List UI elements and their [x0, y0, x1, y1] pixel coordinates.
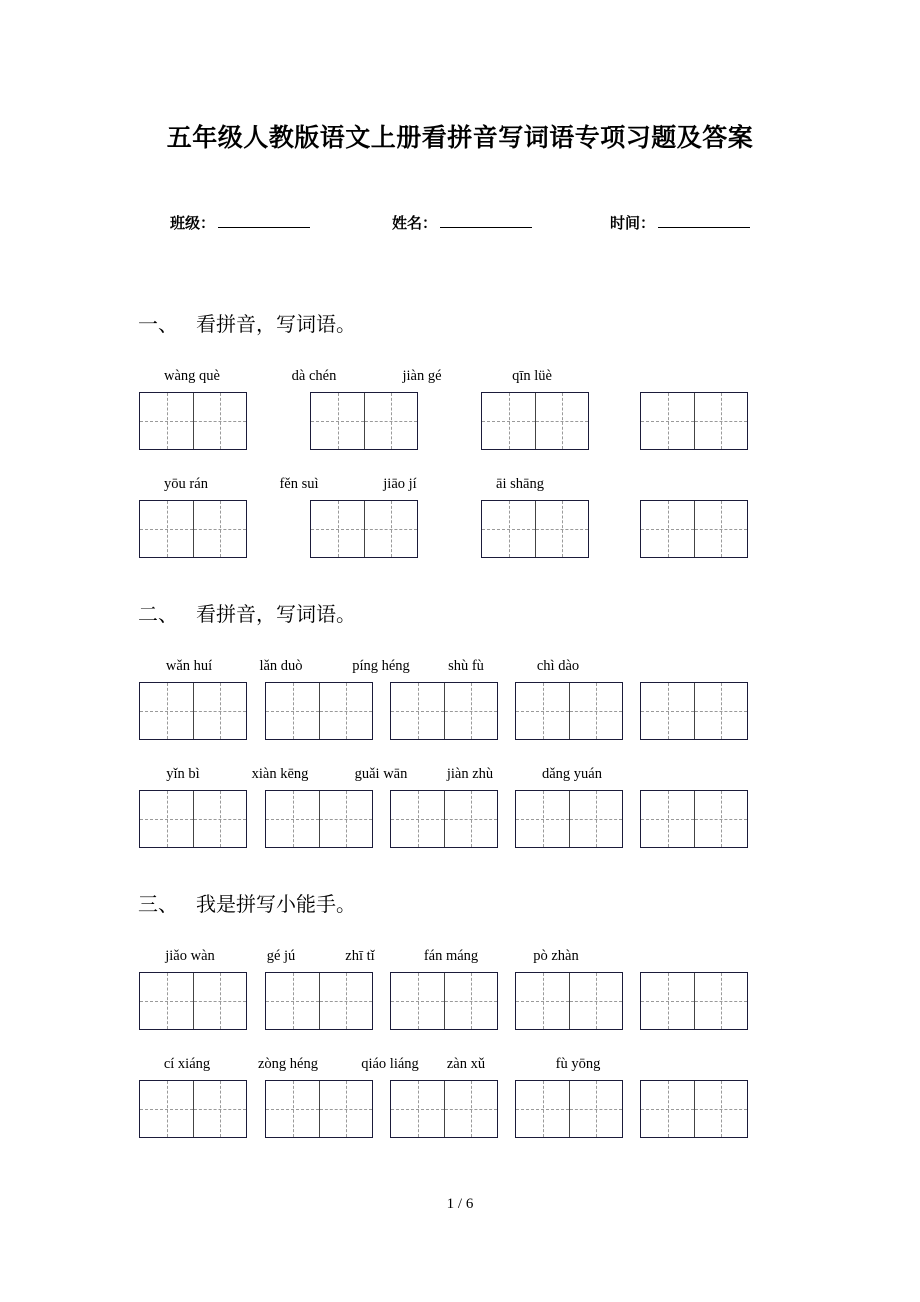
- section-number: 一、: [138, 314, 178, 336]
- section-number: 三、: [138, 894, 178, 916]
- section-title: 看拼音，写词语。: [196, 314, 356, 336]
- tianzige-grid[interactable]: [515, 1080, 623, 1138]
- pinyin-label: āi shāng: [496, 476, 544, 492]
- tianzige-cell[interactable]: [444, 973, 497, 1029]
- pinyin-row: [0, 1056, 920, 1076]
- date-field: [610, 212, 750, 233]
- tianzige-grid[interactable]: [265, 1080, 373, 1138]
- pinyin-label: píng héng: [352, 658, 410, 674]
- class-blank-line[interactable]: [218, 212, 310, 228]
- pinyin-label: dà chén: [291, 368, 337, 384]
- class-field: [170, 212, 310, 233]
- tianzige-cell[interactable]: [482, 393, 535, 449]
- tianzige-cell[interactable]: [140, 1081, 193, 1137]
- tianzige-cell[interactable]: [516, 1081, 569, 1137]
- tianzige-cell[interactable]: [319, 973, 372, 1029]
- pinyin-row: [0, 658, 920, 678]
- tianzige-cell[interactable]: [140, 393, 193, 449]
- class-label: 班级：: [170, 215, 216, 232]
- pinyin-label: jiàn zhù: [446, 766, 494, 782]
- tianzige-cell[interactable]: [516, 973, 569, 1029]
- tianzige-grid[interactable]: [481, 392, 589, 450]
- pinyin-label: cí xiáng: [163, 1056, 211, 1072]
- pinyin-label: yǐn bì: [166, 766, 200, 782]
- pinyin-label: wǎn huí: [165, 658, 213, 674]
- tianzige-cell[interactable]: [319, 683, 372, 739]
- tianzige-grid[interactable]: [515, 682, 623, 740]
- exercise-section-1: [0, 308, 920, 568]
- tianzige-cell[interactable]: [193, 683, 246, 739]
- pinyin-label: xiàn kēng: [251, 766, 309, 782]
- tianzige-grid[interactable]: [265, 790, 373, 848]
- tianzige-cell[interactable]: [641, 791, 694, 847]
- tianzige-grid[interactable]: [265, 682, 373, 740]
- page-number: 1 / 6: [446, 1196, 474, 1212]
- tianzige-cell[interactable]: [641, 393, 694, 449]
- tianzige-grid[interactable]: [139, 1080, 247, 1138]
- tianzige-grid[interactable]: [139, 790, 247, 848]
- section-title: 我是拼写小能手。: [196, 894, 356, 916]
- tianzige-grid[interactable]: [481, 500, 589, 558]
- section-heading-3: [138, 888, 356, 917]
- tianzige-cell[interactable]: [444, 791, 497, 847]
- section-heading-2: [138, 598, 356, 627]
- tianzige-cell[interactable]: [193, 791, 246, 847]
- tianzige-cell[interactable]: [694, 973, 747, 1029]
- tianzige-grid[interactable]: [390, 1080, 498, 1138]
- pinyin-label: zhī tǐ: [345, 948, 375, 964]
- pinyin-label: qiáo liáng: [361, 1056, 419, 1072]
- tianzige-cell[interactable]: [641, 683, 694, 739]
- name-blank-line[interactable]: [440, 212, 532, 228]
- pinyin-label: guǎi wān: [354, 766, 408, 782]
- tianzige-grid[interactable]: [139, 682, 247, 740]
- student-meta-row: [170, 212, 770, 233]
- tianzige-grid[interactable]: [515, 790, 623, 848]
- tianzige-cell[interactable]: [364, 501, 417, 557]
- tianzige-grid[interactable]: [390, 790, 498, 848]
- tianzige-cell[interactable]: [391, 1081, 444, 1137]
- tianzige-cell[interactable]: [391, 973, 444, 1029]
- pinyin-row: [0, 948, 920, 968]
- tianzige-grid[interactable]: [390, 682, 498, 740]
- tianzige-cell[interactable]: [569, 973, 622, 1029]
- grid-row: [0, 500, 920, 560]
- tianzige-cell[interactable]: [516, 791, 569, 847]
- pinyin-label: jiàn gé: [402, 368, 442, 384]
- tianzige-grid[interactable]: [310, 500, 418, 558]
- tianzige-grid[interactable]: [515, 972, 623, 1030]
- pinyin-label: gé jú: [266, 948, 296, 964]
- tianzige-cell[interactable]: [266, 1081, 319, 1137]
- tianzige-cell[interactable]: [266, 973, 319, 1029]
- section-heading-1: [138, 308, 356, 337]
- tianzige-cell[interactable]: [193, 501, 246, 557]
- tianzige-grid[interactable]: [390, 972, 498, 1030]
- tianzige-grid[interactable]: [139, 500, 247, 558]
- pinyin-row: [0, 766, 920, 786]
- pinyin-label: qīn lüè: [512, 368, 552, 384]
- tianzige-cell[interactable]: [535, 501, 588, 557]
- tianzige-cell[interactable]: [391, 791, 444, 847]
- pinyin-label: zòng héng: [258, 1056, 318, 1072]
- tianzige-grid[interactable]: [640, 500, 748, 558]
- section-number: 二、: [138, 604, 178, 626]
- tianzige-cell[interactable]: [535, 393, 588, 449]
- grid-row: [0, 392, 920, 452]
- grid-row: [0, 1080, 920, 1140]
- pinyin-row: [0, 368, 920, 388]
- name-label: 姓名：: [392, 215, 438, 232]
- tianzige-grid[interactable]: [310, 392, 418, 450]
- pinyin-label: wàng què: [164, 368, 220, 384]
- tianzige-cell[interactable]: [140, 973, 193, 1029]
- date-blank-line[interactable]: [658, 212, 750, 228]
- pinyin-label: pò zhàn: [533, 948, 579, 964]
- tianzige-cell[interactable]: [641, 973, 694, 1029]
- pinyin-label: lǎn duò: [259, 658, 303, 674]
- tianzige-cell[interactable]: [266, 683, 319, 739]
- tianzige-cell[interactable]: [694, 393, 747, 449]
- tianzige-cell[interactable]: [311, 501, 364, 557]
- tianzige-cell[interactable]: [193, 973, 246, 1029]
- tianzige-cell[interactable]: [266, 791, 319, 847]
- tianzige-cell[interactable]: [482, 501, 535, 557]
- date-label: 时间：: [610, 215, 656, 232]
- tianzige-grid[interactable]: [640, 392, 748, 450]
- pinyin-label: fán máng: [423, 948, 479, 964]
- pinyin-label: jiǎo wàn: [165, 948, 215, 964]
- pinyin-label: fěn suì: [279, 476, 319, 492]
- tianzige-grid[interactable]: [139, 972, 247, 1030]
- pinyin-label: chì dào: [536, 658, 580, 674]
- tianzige-cell[interactable]: [569, 791, 622, 847]
- tianzige-cell[interactable]: [641, 1081, 694, 1137]
- tianzige-grid[interactable]: [640, 972, 748, 1030]
- tianzige-cell[interactable]: [364, 393, 417, 449]
- tianzige-cell[interactable]: [444, 683, 497, 739]
- tianzige-cell[interactable]: [516, 683, 569, 739]
- pinyin-label: yōu rán: [164, 476, 208, 492]
- grid-row: [0, 972, 920, 1032]
- tianzige-cell[interactable]: [569, 683, 622, 739]
- tianzige-cell[interactable]: [569, 1081, 622, 1137]
- tianzige-grid[interactable]: [640, 790, 748, 848]
- tianzige-cell[interactable]: [193, 393, 246, 449]
- tianzige-grid[interactable]: [265, 972, 373, 1030]
- exercise-section-3: [0, 888, 920, 1148]
- page-title: 五年级人教版语文上册看拼音写词语专项习题及答案: [166, 124, 754, 152]
- pinyin-row: [0, 476, 920, 496]
- tianzige-cell[interactable]: [641, 501, 694, 557]
- tianzige-cell[interactable]: [140, 791, 193, 847]
- tianzige-cell[interactable]: [444, 1081, 497, 1137]
- tianzige-cell[interactable]: [311, 393, 364, 449]
- tianzige-cell[interactable]: [391, 683, 444, 739]
- tianzige-cell[interactable]: [694, 1081, 747, 1137]
- tianzige-grid[interactable]: [139, 392, 247, 450]
- pinyin-label: zàn xǔ: [446, 1056, 486, 1072]
- pinyin-label: shù fù: [448, 658, 484, 674]
- tianzige-cell[interactable]: [140, 683, 193, 739]
- pinyin-label: fù yōng: [555, 1056, 601, 1072]
- tianzige-grid[interactable]: [640, 682, 748, 740]
- tianzige-cell[interactable]: [193, 1081, 246, 1137]
- exercise-section-2: [0, 598, 920, 858]
- name-field: [392, 212, 532, 233]
- pinyin-label: jiāo jí: [383, 476, 417, 492]
- tianzige-cell[interactable]: [140, 501, 193, 557]
- tianzige-cell[interactable]: [694, 683, 747, 739]
- grid-row: [0, 682, 920, 742]
- tianzige-cell[interactable]: [694, 501, 747, 557]
- section-title: 看拼音，写词语。: [196, 604, 356, 626]
- pinyin-label: dǎng yuán: [542, 766, 602, 782]
- grid-row: [0, 790, 920, 850]
- tianzige-grid[interactable]: [640, 1080, 748, 1138]
- tianzige-cell[interactable]: [319, 791, 372, 847]
- tianzige-cell[interactable]: [319, 1081, 372, 1137]
- tianzige-cell[interactable]: [694, 791, 747, 847]
